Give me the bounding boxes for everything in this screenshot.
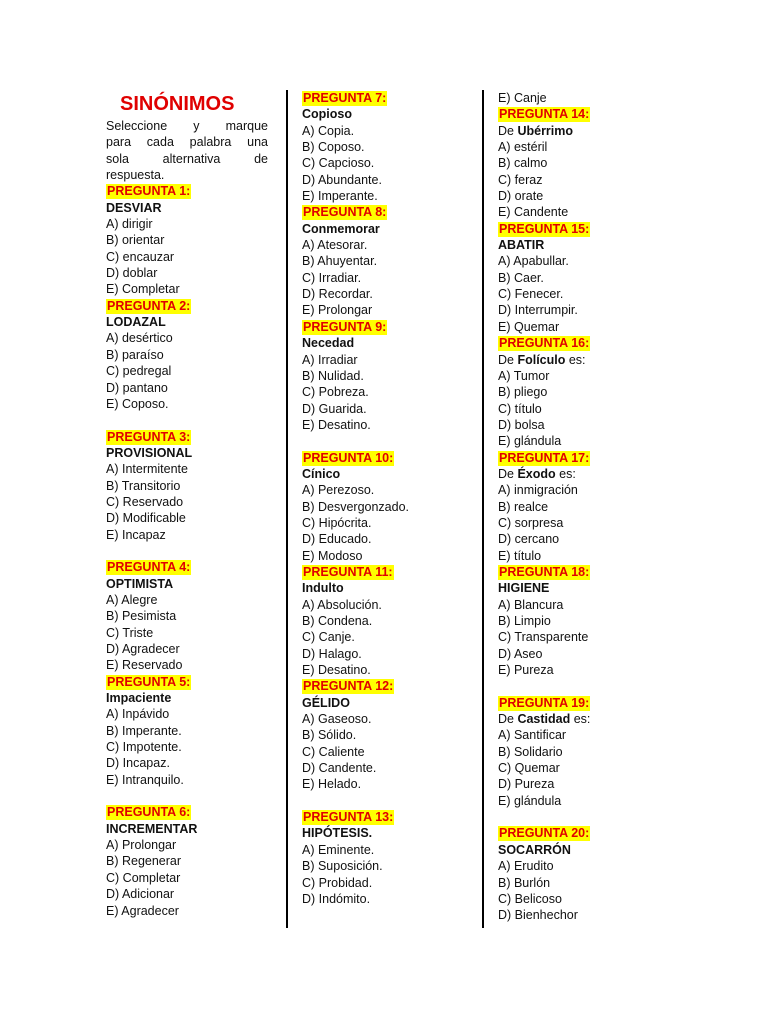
question-word: HIPÓTESIS. [302,826,373,841]
question-word: OPTIMISTA [106,576,174,591]
answer-option[interactable]: A) Inpávido [106,707,170,722]
answer-option[interactable]: E) Desatino. [302,417,371,432]
answer-option[interactable]: B) Pesimista [106,609,177,624]
answer-option[interactable]: E) Coposo. [106,396,169,411]
question-label: PREGUNTA 11: [303,564,393,579]
answer-option[interactable]: A) Eminente. [302,842,375,857]
answer-option[interactable]: A) Tumor [498,368,550,383]
answer-option[interactable]: C) Impotente. [106,740,182,755]
answer-option[interactable]: A) inmigración [498,483,578,498]
column-divider-right [482,90,484,928]
question-prompt: De Folículo es: [498,352,586,367]
answer-option[interactable]: A) Prolongar [106,838,177,853]
answer-option[interactable]: C) Probidad. [302,875,373,890]
question-1 [106,183,268,297]
question-label: PREGUNTA 1: [107,184,191,199]
answer-option[interactable]: A) Gaseoso. [302,712,372,727]
question-label: PREGUNTA 15: [499,221,590,236]
answer-option[interactable]: C) Capcioso. [302,156,375,171]
answer-option[interactable]: B) paraíso [106,347,164,362]
question-2 [106,298,268,412]
question-word: SOCARRÓN [498,842,571,857]
answer-option[interactable]: D) Interrumpir. [498,303,578,318]
question-label: PREGUNTA 20: [499,826,590,841]
answer-option[interactable]: D) Adicionar [106,887,175,902]
answer-option[interactable]: D) Incapaz. [106,756,170,771]
question-prompt: De Ubérrimo [498,123,574,138]
question-18 [498,564,658,678]
question-label: PREGUNTA 13: [303,810,394,825]
question-17 [498,450,658,564]
answer-option[interactable]: E) Prolongar [302,303,373,318]
question-label: PREGUNTA 3: [107,429,191,444]
answer-option[interactable]: B) Suposición. [302,859,383,874]
answer-option[interactable]: D) Pureza [498,777,555,792]
question-word: Copioso [302,107,352,122]
question-label: PREGUNTA 4: [107,560,191,575]
answer-option[interactable]: D) Agradecer [106,642,180,656]
answer-option[interactable]: D) orate [498,189,544,204]
answer-option[interactable]: E) Intranquilo. [106,772,184,787]
answer-option[interactable]: D) pantano [106,380,168,395]
column-2 [302,90,462,907]
question-word: INCREMENTAR [106,821,198,836]
question-7 [302,90,462,204]
answer-option[interactable]: B) Imperante. [106,723,182,738]
instructions-line: Seleccione y marque [106,119,268,133]
question-word: DESVIAR [106,200,162,215]
question-label: PREGUNTA 18: [499,564,590,579]
answer-option[interactable]: B) Solidario [498,744,563,759]
answer-option[interactable]: D) Candente. [302,761,377,776]
answer-option[interactable]: E) Helado. [302,777,362,792]
answer-option[interactable]: A) Copia. [302,123,355,138]
question-word: Necedad [302,336,355,351]
answer-option[interactable]: B) Coposo. [302,140,365,155]
answer-option[interactable]: A) desértico [106,331,173,346]
question-label: PREGUNTA 7: [303,91,387,105]
answer-option[interactable]: E) Reservado [106,658,183,673]
answer-option[interactable]: C) Reservado [106,494,184,509]
answer-option[interactable]: D) Recordar. [302,287,373,302]
answer-option[interactable]: C) Transparente [498,630,589,645]
question-label: PREGUNTA 8: [303,205,387,220]
answer-option[interactable]: B) Sólido. [302,728,357,743]
question-19 [498,695,658,809]
column-3 [498,90,658,924]
answer-option[interactable]: A) Irradiar [302,352,358,367]
answer-option[interactable]: C) feraz [498,172,543,187]
answer-option[interactable]: B) Condena. [302,614,373,628]
answer-option[interactable]: C) Irradiar. [302,270,362,285]
answer-option[interactable]: B) pliego [498,385,548,400]
answer-option[interactable]: D) Modificable [106,511,186,526]
answer-option[interactable]: B) Ahuyentar. [302,254,378,269]
question-label: PREGUNTA 6: [107,805,191,820]
answer-option[interactable]: D) Guarida. [302,401,367,416]
answer-option[interactable]: E) Pureza [498,663,554,678]
answer-option[interactable]: C) Fenecer. [498,287,564,302]
instructions-line: sola alternativa de [106,151,268,166]
answer-option[interactable]: B) calmo [498,156,548,171]
question-word: Indulto [302,581,344,596]
answer-option[interactable]: B) Regenerar [106,854,182,869]
answer-option[interactable]: E) glándula [498,434,562,449]
answer-option[interactable]: A) estéril [498,140,548,155]
question-word: LODAZAL [106,315,166,330]
question-15 [498,221,658,335]
page-title: SINÓNIMOS [120,93,235,115]
question-10 [302,450,462,564]
answer-option[interactable]: B) orientar [106,233,165,248]
question-prompt: De Éxodo es: [498,466,576,481]
question-word: Ubérrimo [517,123,574,138]
answer-option[interactable]: E) Modoso [302,548,363,563]
answer-option[interactable]: B) Caer. [498,270,544,285]
answer-option[interactable]: E) Desatino. [302,663,371,678]
answer-option[interactable]: D) bolsa [498,417,545,432]
answer-option[interactable]: D) doblar [106,266,158,281]
answer-option[interactable]: C) título [498,401,542,416]
answer-option[interactable]: A) dirigir [106,217,153,232]
question-5 [106,674,268,788]
answer-option[interactable]: A) Absolución. [302,597,382,612]
answer-option[interactable]: A) Santificar [498,728,567,743]
question-word: GÉLIDO [302,695,350,710]
answer-option[interactable]: D) Aseo [498,646,543,661]
answer-option[interactable]: B) Limpio [498,614,551,628]
answer-option[interactable]: A) Intermitente [106,462,188,477]
answer-option[interactable]: E) Completar [106,282,180,297]
answer-option[interactable]: D) Educado. [302,532,372,547]
instructions-line: para cada palabra una [106,135,268,150]
answer-option[interactable]: A) Apabullar. [498,254,569,269]
answer-option[interactable]: E) Imperante. [302,189,378,204]
question-label: PREGUNTA 17: [499,450,590,465]
answer-option[interactable]: B) realce [498,499,549,514]
answer-option[interactable]: E) Candente [498,205,569,220]
question-16 [498,335,658,449]
question-label: PREGUNTA 19: [499,695,590,710]
answer-option[interactable]: C) encauzar [106,249,175,264]
answer-option[interactable]: E) Incapaz [106,527,166,542]
question-label: PREGUNTA 12: [303,679,394,694]
question-word: PROVISIONAL [106,445,193,460]
answer-option[interactable]: C) Triste [106,625,154,640]
answer-option[interactable]: A) Erudito [498,859,554,874]
column-1 [106,90,268,919]
question-word: ABATIR [498,238,545,253]
answer-option[interactable]: E) glándula [498,793,562,808]
answer-option[interactable]: D) cercano [498,532,560,547]
answer-option[interactable]: B) Burlón [498,875,551,890]
question-word: HIGIENE [498,581,550,596]
question-label: PREGUNTA 2: [107,298,191,313]
question-11 [302,564,462,678]
answer-option[interactable]: B) Desvergonzado. [302,499,410,514]
answer-option[interactable]: D) Abundante. [302,172,382,187]
answer-option[interactable]: C) sorpresa [498,515,564,530]
question-6 [106,804,268,918]
question-12 [302,678,462,792]
question-label: PREGUNTA 5: [107,674,191,689]
question-label: PREGUNTA 9: [303,319,387,334]
answer-option[interactable]: C) Canje. [302,630,355,645]
answer-option[interactable]: B) Transitorio [106,478,181,493]
column-divider-left [286,90,288,928]
answer-option[interactable]: D) Bienhechor [498,908,578,923]
answer-option[interactable]: E) Canje [498,91,547,105]
question-3 [106,429,268,543]
question-13 [302,809,462,907]
answer-option[interactable]: B) Nulidad. [302,368,364,383]
question-9 [302,319,462,433]
answer-option[interactable]: C) Pobreza. [302,385,369,400]
answer-option[interactable]: C) Caliente [302,744,365,759]
answer-option[interactable]: D) Indómito. [302,891,371,906]
question-word: Conmemorar [302,221,380,236]
answer-option[interactable]: A) Perezoso. [302,483,375,498]
question-20 [498,825,658,923]
question-word: Castidad [517,712,571,727]
question-word: Impaciente [106,691,172,706]
answer-option[interactable]: A) Alegre [106,592,158,607]
answer-option[interactable]: E) Quemar [498,319,560,334]
answer-option[interactable]: E) Agradecer [106,903,179,918]
question-word: Cínico [302,466,341,481]
answer-option[interactable]: C) Quemar [498,761,560,776]
instructions-line: respuesta. [106,168,165,183]
answer-option[interactable]: D) Halago. [302,646,362,661]
question-14 [498,106,658,220]
answer-option[interactable]: C) Hipócrita. [302,515,372,530]
question-8 [302,204,462,318]
answer-option[interactable]: A) Atesorar. [302,238,368,253]
question-word: Éxodo [517,466,556,481]
question-prompt: De Castidad es: [498,712,591,727]
answer-option[interactable]: A) Blancura [498,597,564,612]
question-4 [106,559,268,673]
answer-option[interactable]: C) pedregal [106,364,172,379]
answer-option[interactable]: E) título [498,548,542,563]
question-label: PREGUNTA 10: [303,450,394,465]
answer-option[interactable]: C) Completar [106,870,181,885]
answer-option[interactable]: C) Belicoso [498,891,562,906]
question-word: Folículo [517,352,566,367]
question-label: PREGUNTA 14: [499,107,590,122]
question-label: PREGUNTA 16: [499,336,590,351]
